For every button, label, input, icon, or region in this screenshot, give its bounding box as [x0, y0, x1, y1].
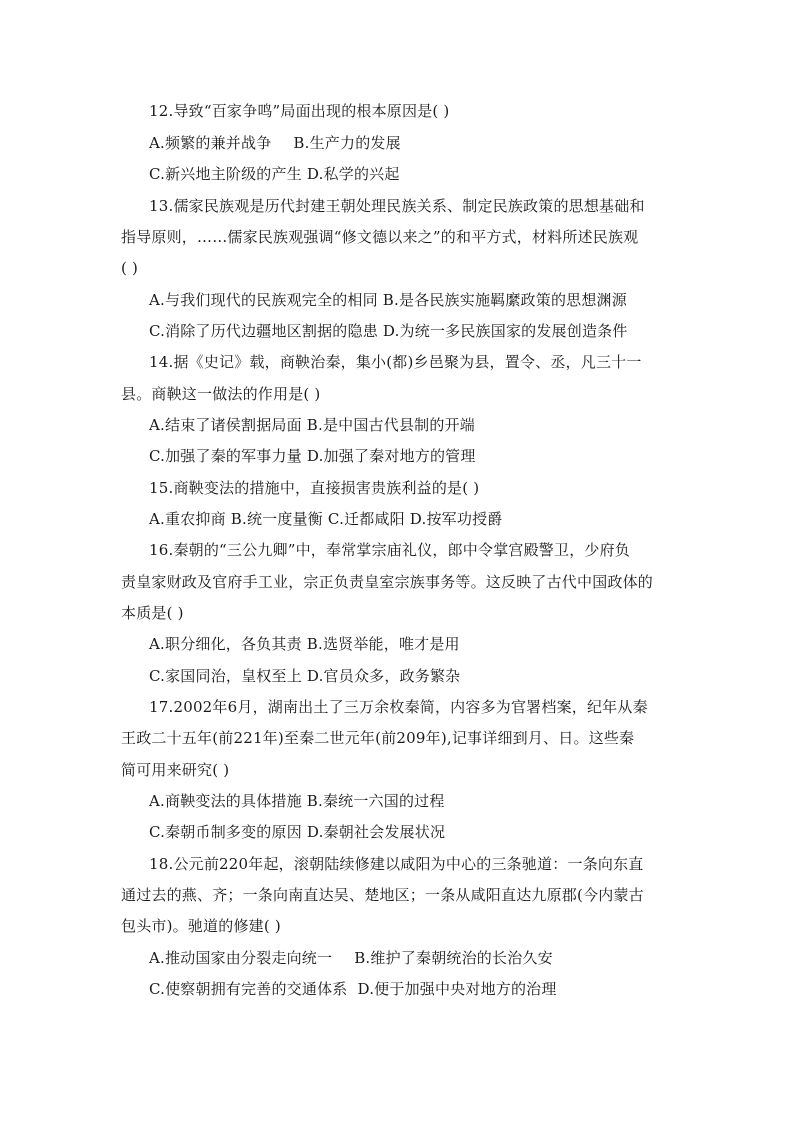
question-14-options-row-2: C.加强了秦的军事力量 D.加强了秦对地方的管理 [149, 447, 476, 465]
question-13-options-row-1: A.与我们现代的民族观完全的相同 B.是各民族实施羁縻政策的思想渊源 [149, 291, 627, 309]
question-17-stem-line-1: 17.2002年6月，湖南出土了三万余枚秦简，内容多为官署档案，纪年从秦 [149, 698, 648, 716]
question-17-options-row-2: C.秦朝币制多变的原因 D.秦朝社会发展状况 [149, 823, 446, 841]
question-14-options-row-1: A.结束了诸侯割据局面 B.是中国古代县制的开端 [149, 416, 475, 434]
question-13-options-row-2: C.消除了历代边疆地区割据的隐患 D.为统一多民族国家的发展创造条件 [149, 322, 628, 340]
question-16-stem-line-3: 本质是( ) [121, 604, 184, 622]
question-18-stem-line-1: 18.公元前220年起，滚朝陆续修建以咸阳为中心的三条驰道：一条向东直 [149, 855, 644, 873]
option-b: B.维护了秦朝统治的长治久安 [354, 949, 553, 967]
question-13-stem-line-1: 13.儒家民族观是历代封建王朝处理民族关系、制定民族政策的思想基础和 [149, 197, 645, 215]
question-16-options-row-2: C.家国同治，皇权至上 D.官员众多，政务繁杂 [149, 667, 461, 685]
question-13-stem-line-3: ( ) [121, 259, 139, 277]
question-14-stem-line-2: 县。商鞅这一做法的作用是( ) [121, 385, 321, 403]
option-d: D.便于加强中央对地方的治理 [357, 980, 557, 998]
option-a: A.推动国家由分裂走向统一 [149, 949, 333, 967]
question-17-stem-line-2: 王政二十五年(前221年)至秦二世元年(前209年),记事详细到月、日。这些秦 [121, 729, 635, 747]
question-16-stem-line-2: 责皇家财政及官府手工业，宗正负责皇室宗族事务等。这反映了古代中国政体的 [121, 573, 654, 591]
question-18-stem-line-3: 包头市)。驰道的修建( ) [121, 917, 281, 935]
question-12-options-row-1 [149, 133, 401, 153]
question-12-options-row-2: C.新兴地主阶级的产生 D.私学的兴起 [149, 165, 400, 183]
question-13-stem-line-2: 指导原则，……儒家民族观强调“修文德以来之”的和平方式，材料所述民族观 [121, 228, 639, 246]
question-15-stem: 15.商鞅变法的措施中，直接损害贵族利益的是( ) [149, 479, 480, 497]
question-12-stem: 12.导致“百家争鸣”局面出现的根本原因是( ) [149, 102, 450, 120]
question-16-stem-line-1: 16.秦朝的“三公九卿”中，奉常掌宗庙礼仪，郎中令掌宫殿警卫，少府负 [149, 541, 630, 559]
question-14-stem-line-1: 14.据《史记》载，商鞅治秦，集小(都)乡邑聚为县，置令、丞，凡三十一 [149, 353, 642, 371]
question-17-stem-line-3: 简可用来研究( ) [121, 761, 230, 779]
option-b: B.生产力的发展 [293, 134, 401, 152]
question-18-stem-line-2: 通过去的燕、齐；一条向南直达吴、楚地区；一条从咸阳直达九原郡(今内蒙古 [121, 886, 644, 904]
question-15-options-row-1: A.重农抑商 B.统一度量衡 C.迁都咸阳 D.按军功授爵 [149, 510, 503, 528]
question-17-options-row-1: A.商鞅变法的具体措施 B.秦统一六国的过程 [149, 792, 445, 810]
question-18-options-row-1 [149, 948, 553, 968]
question-18-options-row-2 [149, 979, 557, 999]
option-c: C.使察朝拥有完善的交通体系 [149, 980, 348, 998]
question-16-options-row-1: A.职分细化，各负其责 B.选贤举能，唯才是用 [149, 635, 460, 653]
option-a: A.频繁的兼并战争 [149, 134, 272, 152]
